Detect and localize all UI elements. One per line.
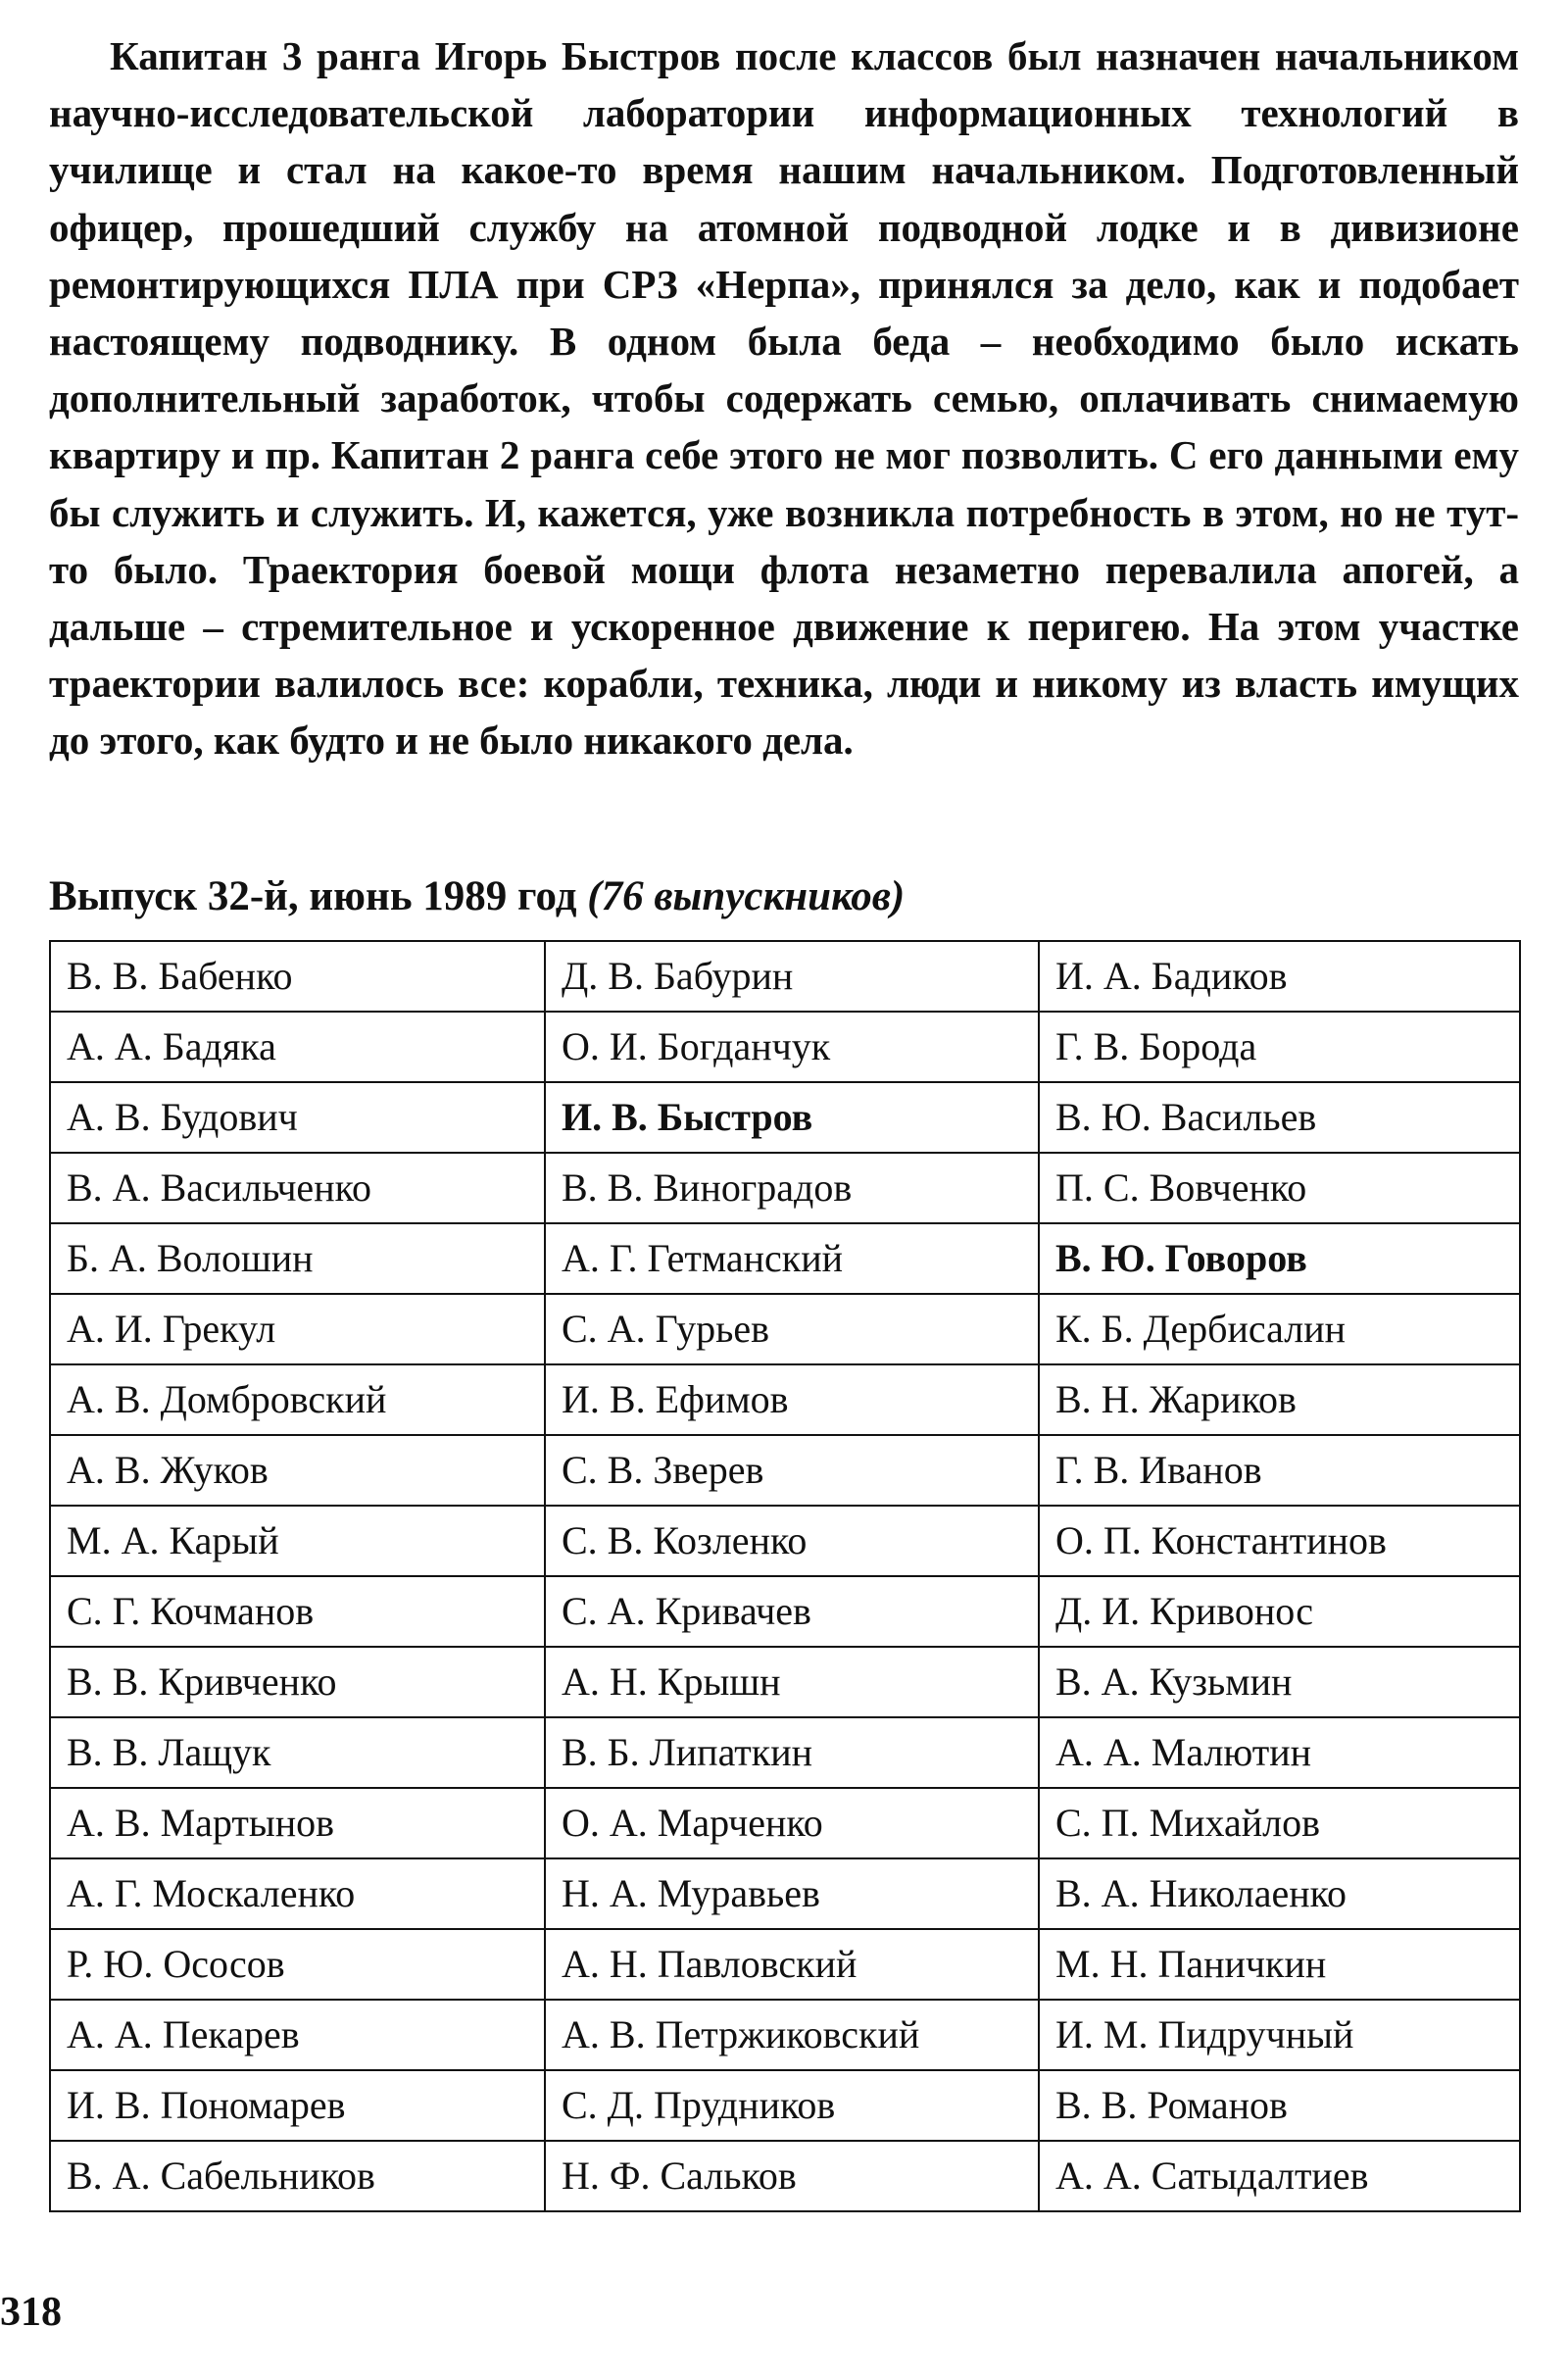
graduate-name-cell: В. А. Васильченко — [50, 1153, 545, 1223]
table-row — [50, 2070, 1520, 2141]
section-title-note: (76 выпускников) — [587, 872, 906, 919]
graduate-name-cell: С. А. Кривачев — [545, 1576, 1039, 1647]
table-row — [50, 1506, 1520, 1576]
graduate-name-cell: С. Г. Кочманов — [50, 1576, 545, 1647]
table-row — [50, 1576, 1520, 1647]
graduate-name-cell: В. Ю. Васильев — [1039, 1082, 1520, 1153]
graduate-name-cell: В. Ю. Говоров — [1039, 1223, 1520, 1294]
table-row — [50, 1364, 1520, 1435]
graduate-name-cell: А. Н. Павловский — [545, 1929, 1039, 2000]
graduate-name-cell: Р. Ю. Ососов — [50, 1929, 545, 2000]
graduate-name-cell: В. А. Николаенко — [1039, 1858, 1520, 1929]
graduate-name-cell: И. В. Быстров — [545, 1082, 1039, 1153]
graduate-name-cell: С. В. Козленко — [545, 1506, 1039, 1576]
graduate-name-cell: В. Н. Жариков — [1039, 1364, 1520, 1435]
section-title — [49, 871, 1519, 922]
table-row — [50, 1929, 1520, 2000]
graduate-name-cell: А. В. Мартынов — [50, 1788, 545, 1858]
graduates-table-body — [50, 941, 1520, 2211]
graduate-name-cell: В. Б. Липаткин — [545, 1717, 1039, 1788]
graduates-table — [49, 940, 1521, 2212]
graduate-name-cell: А. Г. Гетманский — [545, 1223, 1039, 1294]
graduate-name-cell: Н. Ф. Сальков — [545, 2141, 1039, 2211]
graduate-name-cell: П. С. Вовченко — [1039, 1153, 1520, 1223]
graduate-name-cell: И. В. Пономарев — [50, 2070, 545, 2141]
graduate-name-cell: М. А. Карый — [50, 1506, 545, 1576]
graduate-name-cell: Д. В. Бабурин — [545, 941, 1039, 1012]
page-number: 318 — [0, 2290, 62, 2335]
graduate-name-cell: Г. В. Иванов — [1039, 1435, 1520, 1506]
book-page — [49, 27, 1519, 2212]
graduate-name-cell: А. В. Будович — [50, 1082, 545, 1153]
graduate-name-cell: И. А. Бадиков — [1039, 941, 1520, 1012]
graduate-name-cell: О. И. Богданчук — [545, 1012, 1039, 1082]
graduate-name-cell: Д. И. Кривонос — [1039, 1576, 1520, 1647]
graduate-name-cell: В. В. Виноградов — [545, 1153, 1039, 1223]
section-title-text: Выпуск 32-й, июнь 1989 год — [49, 872, 577, 919]
graduate-name-cell: В. В. Лащук — [50, 1717, 545, 1788]
graduate-name-cell: А. В. Домбровский — [50, 1364, 545, 1435]
graduate-name-cell: И. М. Пидручный — [1039, 2000, 1520, 2070]
graduate-name-cell: В. В. Романов — [1039, 2070, 1520, 2141]
graduate-name-cell: А. В. Жуков — [50, 1435, 545, 1506]
table-row — [50, 1223, 1520, 1294]
table-row — [50, 1153, 1520, 1223]
graduate-name-cell: А. А. Сатыдалтиев — [1039, 2141, 1520, 2211]
graduate-name-cell: А. В. Петржиковский — [545, 2000, 1039, 2070]
graduate-name-cell: Н. А. Муравьев — [545, 1858, 1039, 1929]
graduate-name-cell: С. А. Гурьев — [545, 1294, 1039, 1364]
graduate-name-cell: А. А. Пекарев — [50, 2000, 545, 2070]
graduate-name-cell: В. В. Кривченко — [50, 1647, 545, 1717]
graduate-name-cell: О. П. Константинов — [1039, 1506, 1520, 1576]
body-paragraph: Капитан 3 ранга Игорь Быстров после классов был назначен начальником научно-исследовательской лаборатории информационных технологий в училище и стал на какое-то время нашим начальником. Подготовленный офицер, прошедший службу на атомной подводной лодке и в дивизионе ремонтирующихся ПЛА при СРЗ «Нерпа», принялся за дело, как и подобает настоящему подводнику. В одном была беда – необходимо было искать дополнительный заработок, чтобы содержать семью, оплачивать снимаемую квартиру и пр. Капитан 2 ранга себе этого не мог позволить. С его данными ему бы служить и служить. И, кажется, уже возникла потребность в этом, но не тут-то было. Траектория боевой мощи флота незаметно перевалила апогей, а дальше – стремительное и ускоренное движение к перигею. На этом участке траектории валилось все: корабли, техника, люди и никому из власть имущих до этого, как будто и не было никакого дела. — [49, 33, 1519, 764]
graduate-name-cell: А. А. Бадяка — [50, 1012, 545, 1082]
graduate-name-cell: В. А. Кузьмин — [1039, 1647, 1520, 1717]
graduate-name-cell: О. А. Марченко — [545, 1788, 1039, 1858]
graduate-name-cell: Г. В. Борода — [1039, 1012, 1520, 1082]
table-row — [50, 1647, 1520, 1717]
table-row — [50, 941, 1520, 1012]
graduate-name-cell: А. И. Грекул — [50, 1294, 545, 1364]
graduate-name-cell: А. Г. Москаленко — [50, 1858, 545, 1929]
table-row — [50, 1788, 1520, 1858]
table-row — [50, 2141, 1520, 2211]
graduate-name-cell: В. В. Бабенко — [50, 941, 545, 1012]
table-row — [50, 1435, 1520, 1506]
table-row — [50, 1717, 1520, 1788]
table-row — [50, 1858, 1520, 1929]
graduate-name-cell: А. А. Малютин — [1039, 1717, 1520, 1788]
graduate-name-cell: К. Б. Дербисалин — [1039, 1294, 1520, 1364]
graduate-name-cell: А. Н. Крышн — [545, 1647, 1039, 1717]
graduate-name-cell: Б. А. Волошин — [50, 1223, 545, 1294]
graduate-name-cell: С. П. Михайлов — [1039, 1788, 1520, 1858]
table-row — [50, 2000, 1520, 2070]
table-row — [50, 1012, 1520, 1082]
graduate-name-cell: С. В. Зверев — [545, 1435, 1039, 1506]
graduate-name-cell: С. Д. Прудников — [545, 2070, 1039, 2141]
table-row — [50, 1294, 1520, 1364]
graduate-name-cell: И. В. Ефимов — [545, 1364, 1039, 1435]
table-row — [50, 1082, 1520, 1153]
graduate-name-cell: В. А. Сабельников — [50, 2141, 545, 2211]
graduate-name-cell: М. Н. Паничкин — [1039, 1929, 1520, 2000]
